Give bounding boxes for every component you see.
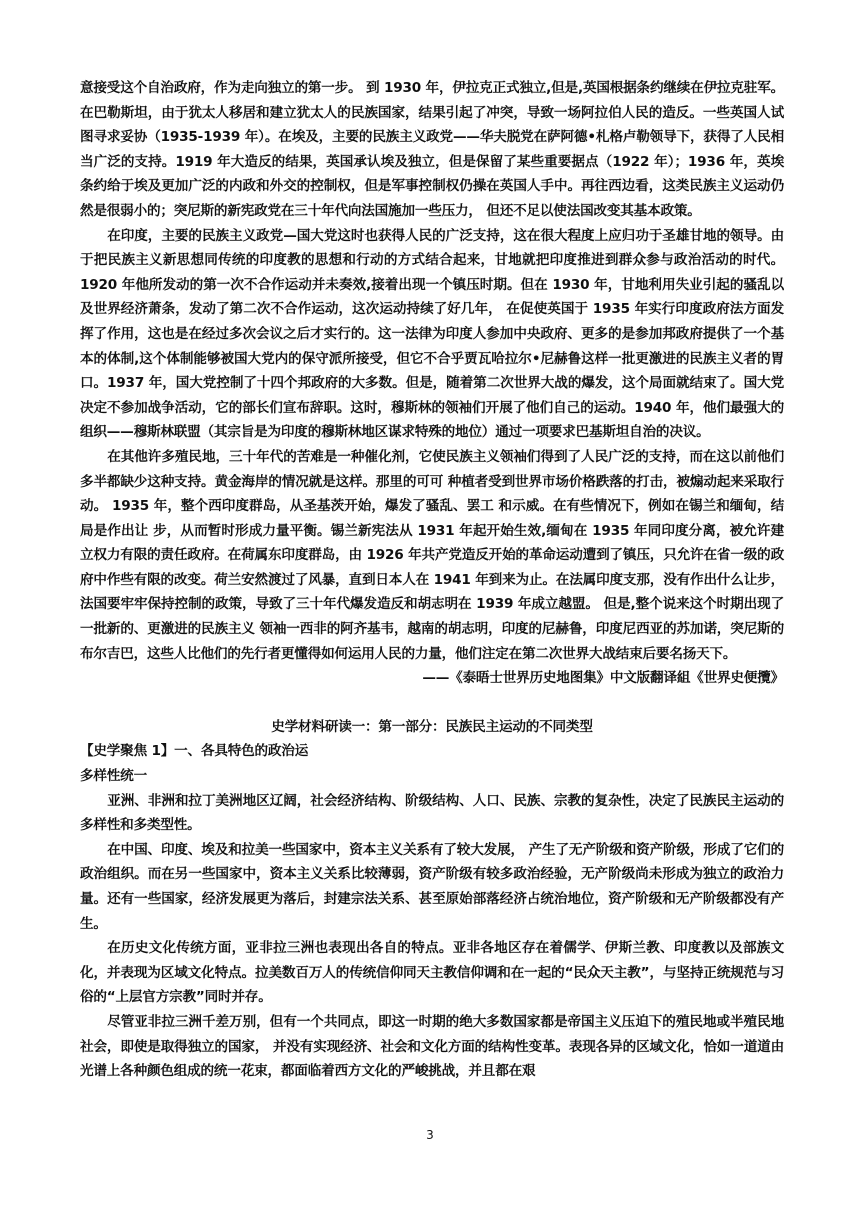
document-body [80,76,784,1084]
paragraph-india: 在印度，主要的民族主义政党—国大党这时也获得人民的广泛支持，这在很大程度上应归功于圣雄甘地的领导。由于把民族主义新思想同传统的印度教的思想和行动的方式结合起来，甘地就把印度推进到群众参与政治活动的时代。1920 年他所发动的第一次不合作运动并未奏效,接着出现一个镇压时期。但在 1930 年，甘地利用失业引起的骚乱以及世界经济萧条，发动了第二次不合作运动，这次运动持续了好几年， 在促使英国于 1935 年实行印度政府法方面发挥了作用，这也是在经过多次会议之后才实行的。这一法律为印度人参加中央政府、更多的是参加邦政府提供了一个基本的体制,这个体制能够被国大党内的保守派所接受，但它不合乎贾瓦哈拉尔•尼赫鲁这样一批更激进的民族主义者的胃口。1937 年，国大党控制了十四个邦政府的大多数。但是，随着第二次世界大战的爆发，这个局面就结束了。国大党决定不参加战争活动，它的部长们宣布辞职。这时，穆斯林的领袖们开展了他们自己的运动。1940 年，他们最强大的组织——穆斯林联盟（其宗旨是为印度的穆斯林地区谋求特殊的地位）通过一项要求巴基斯坦自治的决议。 [80,227,784,441]
paragraph-iraq-palestine-egypt: 意接受这个自治政府，作为走向独立的第一步。 到 1930 年，伊拉克正式独立,但是,英国根据条约继续在伊拉克驻军。在巴勒斯坦，由于犹太人移居和建立犹太人的民族国家，结果引起了冲突，导致一场阿拉伯人民的造反。一些英国人试图寻求妥协（1935-1939 年）。在埃及，主要的民族主义政党——华夫脱党在萨阿德•札格卢勒领导下，获得了人民相当广泛的支持。1919 年大造反的结果，英国承认埃及独立，但是保留了某些重要据点（1922 年）；1936 年，英埃条约给于埃及更加广泛的内政和外交的控制权，但是军事控制权仍操在英国人手中。再往西边看，这类民族主义运动仍然是很弱小的；突尼斯的新宪政党在三十年代向法国施加一些压力， 但还不足以使法国改变其基本政策。 [80,80,784,219]
paragraph-class-structure: 在中国、印度、埃及和拉美一些国家中，资本主义关系有了较大发展， 产生了无产阶级和资产阶级，形成了它们的政治组织。而在另一些国家中，资本主义关系比较薄弱，资产阶级有较多政治经验，无产阶级尚未形成为独立的政治力量。还有一些国家，经济发展更为落后，封建宗法关系、甚至原始部落经济占统治地位，资产阶级和无产阶级都没有产生。 [80,841,784,932]
page-number: 3 [426,1128,434,1142]
source-citation: ——《泰晤士世界历史地图集》中文版翻译組《世界史便攬》 [422,670,784,687]
paragraph-common-point: 尽管亚非拉三洲千差万别，但有一个共同点，即这一时期的绝大多数国家都是帝国主义压迫下的殖民地或半殖民地社会，即使是取得独立的国家， 并没有实现经济、社会和文化方面的结构性变革。表现各异的区域文化，恰如一道道由光谱上各种颜色组成的统一花束，都面临着西方文化的严峻挑战，并且都在艰 [80,1013,784,1080]
section-title: 史学材料研读一：第一部分：民族民主运动的不同类型 [271,718,593,735]
paragraph-culture: 在历史文化传统方面，亚非拉三洲也表现出各自的特点。亚非各地区存在着儒学、伊斯兰教、印度教以及部族文化，并表现为区域文化特点。拉美数百万人的传统信仰同天主教信仰调和在一起的“民众天主教”，与坚持正统规范与习俗的“上层官方宗教”同时并存。 [80,940,784,1006]
paragraph-diversity: 亚洲、非洲和拉丁美洲地区辽阔，社会经济结构、阶级结构、人口、民族、宗教的复杂性，决定了民族民主运动的多样性和多类型性。 [80,792,784,834]
spacer [80,691,784,715]
subheading: 多样性统一 [80,768,147,785]
paragraph-other-colonies: 在其他许多殖民地，三十年代的苦难是一种催化剂，它使民族主义领袖们得到了人民广泛的支持，而在这以前他们多半都缺少这种支持。黄金海岸的情况就是这样。那里的可可 种植者受到世界市场价格跌落的打击，被煽动起来采取行动。 1935 年，整个西印度群岛，从圣基茨开始，爆发了骚乱、罢工 和示威。在有些情况下，例如在锡兰和缅甸，结局是作出让 步，从而暂时形成力量平衡。锡兰新宪法从 1931 年起开始生效,缅甸在 1935 年同印度分离，被允许建立权力有限的责任政府。在荷属东印度群岛，由 1926 年共产党造反开始的革命运动遭到了镇压，只允许在省一级的政府中作些有限的改变。荷兰安然渡过了风暴，直到日本人在 1941 年到来为止。在法属印度支那，没有作出什么让步，法国要牢牢保持控制的政策，导致了三十年代爆发造反和胡志明在 1939 年成立越盟。 但是,整个说来这个时期出现了一批新的、更激进的民族主义 领袖一西非的阿齐基韦，越南的胡志明，印度的尼赫鲁，印度尼西亚的苏加诺，突尼斯的布尔吉巴，这些人比他们的先行者更懂得如何运用人民的力量，他们注定在第二次世界大战结束后要名扬天下。 [80,448,784,662]
focus-label: 【史学聚焦 1】一、各具特色的政治运 [80,743,309,760]
